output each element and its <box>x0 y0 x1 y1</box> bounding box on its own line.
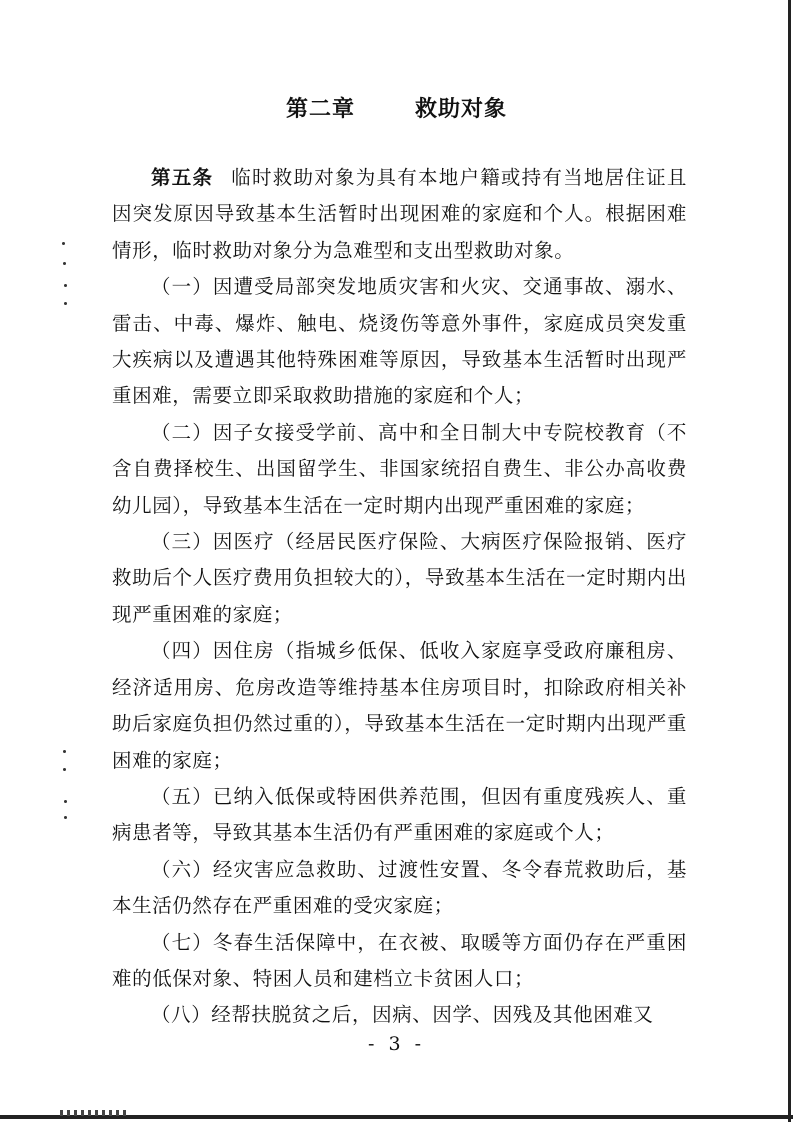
scan-speck <box>63 262 66 265</box>
article-body <box>112 160 687 1034</box>
clause-paragraph-1: （一）因遭受局部突发地质灾害和火灾、交通事故、溺水、雷击、中毒、爆炸、触电、烧烫伤等意外事件，家庭成员突发重大疾病以及遭遇其他特殊困难等原因，导致基本生活暂时出现严重困难，需要立即采取救助措施的家庭和个人； <box>112 275 687 408</box>
article-intro-paragraph <box>112 160 687 269</box>
scan-speck <box>63 768 66 771</box>
paragraph-text: 临时救助对象为具有本地户籍或持有当地居住证且因突发原因导致基本生活暂时出现困难的家庭和个人。根据困难情形，临时救助对象分为急难型和支出型救助对象。 <box>112 166 687 262</box>
article-number: 第五条 <box>151 166 214 189</box>
scan-mark <box>60 1110 130 1116</box>
scan-speck <box>64 816 67 819</box>
clause-paragraph-8: （八）经帮扶脱贫之后，因病、因学、因残及其他困难又 <box>151 1003 654 1027</box>
chapter-label: 第二章 <box>285 97 355 122</box>
scan-speck <box>64 800 67 803</box>
clause-paragraph-7: （七）冬春生活保障中，在衣被、取暖等方面仍存在严重困难的低保对象、特困人员和建档立卡贫困人口； <box>112 930 687 990</box>
chapter-heading <box>0 92 793 123</box>
clause-paragraph-5: （五）已纳入低保或特困供养范围，但因有重度残疾人、重病患者等，导致其基本生活仍有严重困难的家庭或个人； <box>112 784 687 845</box>
clause-paragraph-2: （二）因子女接受学前、高中和全日制大中专院校教育（不含自费择校生、出国留学生、非国家统招自费生、非公办高收费幼儿园），导致基本生活在一定时期内出现严重困难的家庭； <box>112 420 687 517</box>
scan-speck <box>64 302 67 305</box>
scan-speck <box>63 750 66 753</box>
clause-paragraph-4: （四）因住房（指城乡低保、低收入家庭享受政府廉租房、经济适用房、危房改造等维持基本住房项目时，扣除政府相关补助后家庭负担仍然过重的），导致基本生活在一定时期内出现严重困难的家庭； <box>112 639 687 772</box>
page-number: - 3 - <box>367 1033 425 1055</box>
scan-border-right <box>788 0 791 1122</box>
clause-paragraph-3: （三）因医疗（经居民医疗保险、大病医疗保险报销、医疗救助后个人医疗费用负担较大的），导致基本生活在一定时期内出现严重困难的家庭； <box>112 530 687 626</box>
clause-paragraph-6: （六）经灾害应急救助、过渡性安置、冬令春荒救助后，基本生活仍然存在严重困难的受灾家庭； <box>112 857 687 918</box>
chapter-title: 救助对象 <box>415 97 508 122</box>
scan-speck <box>64 284 67 287</box>
scan-speck <box>62 242 65 245</box>
